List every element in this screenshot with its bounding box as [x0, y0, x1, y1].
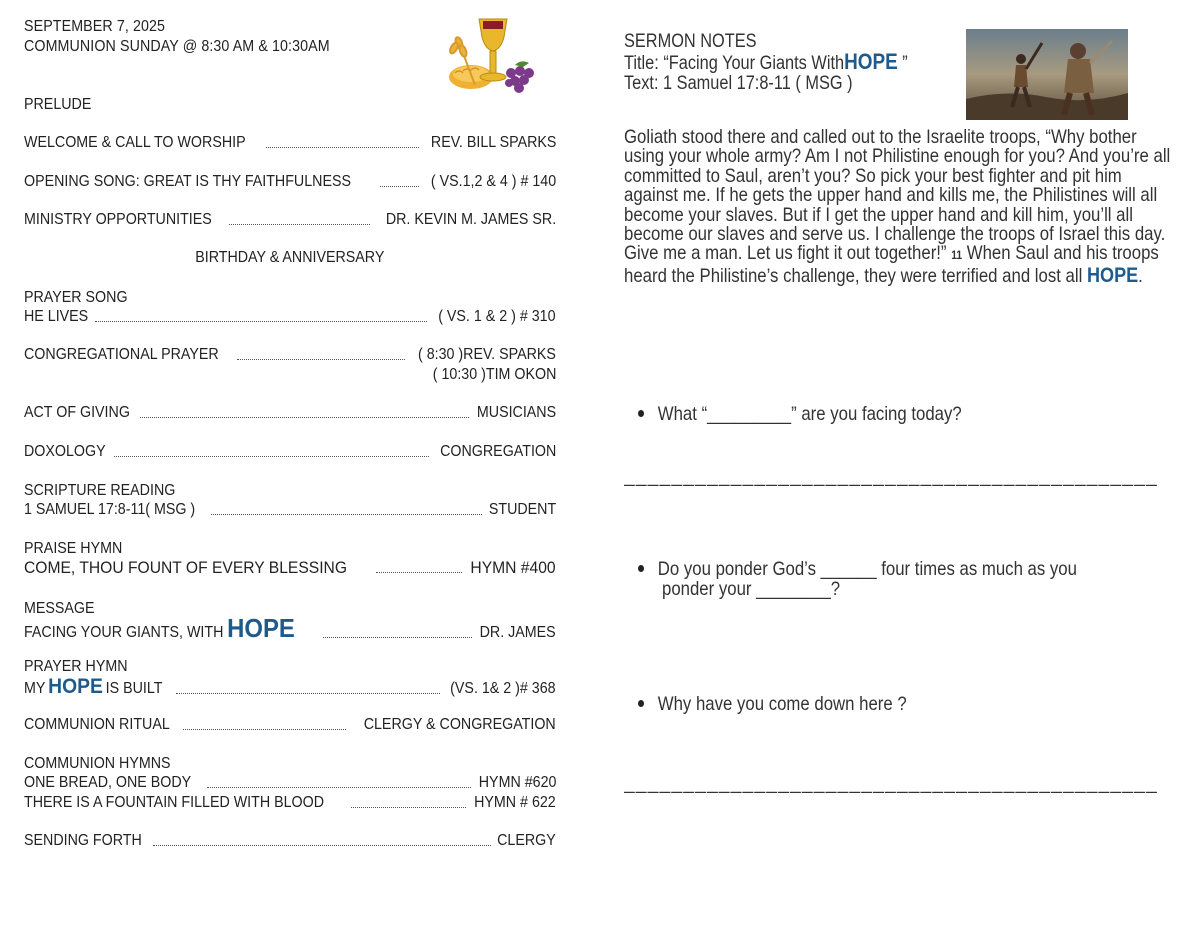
- prayer-hymn-label-pre: MY: [24, 680, 46, 697]
- question-3: [638, 694, 907, 714]
- bullet-icon: [638, 410, 644, 417]
- praise-hymn-row: [24, 558, 556, 577]
- opening-song-hymn: ( VS.1,2 & 4 ) # 140: [430, 173, 556, 190]
- giving-leader: MUSICIANS: [476, 404, 556, 421]
- communion-hymn2-label: THERE IS A FOUNTAIN FILLED WITH BLOOD: [24, 794, 325, 811]
- communion-ritual-row: [24, 715, 556, 734]
- congregational-prayer-leader-830: ( 8:30 )REV. SPARKS: [418, 346, 556, 363]
- praise-hymn-label: COME, THOU FOUNT OF EVERY BLESSING: [24, 558, 348, 577]
- sending-row: [24, 831, 556, 850]
- question-1-text: What “_________” are you facing today?: [657, 403, 962, 425]
- welcome-label: WELCOME & CALL TO WORSHIP: [24, 134, 246, 151]
- communion-hymns-title: COMMUNION HYMNS: [24, 755, 171, 772]
- prelude: PRELUDE: [24, 96, 92, 113]
- communion-ritual-leader: CLERGY & CONGREGATION: [363, 716, 556, 733]
- answer-line-1: _____________________________________________: [624, 466, 1159, 487]
- verse-number: 11: [951, 248, 963, 263]
- ministry-label: MINISTRY OPPORTUNITIES: [24, 211, 212, 228]
- prayer-song-row: [24, 307, 556, 326]
- birthday-label: BIRTHDAY & ANNIVERSARY: [195, 249, 385, 266]
- opening-song-label: OPENING SONG: GREAT IS THY FAITHFULNESS: [24, 173, 352, 190]
- giving-label: ACT OF GIVING: [24, 404, 130, 421]
- praise-hymn-number: HYMN #400: [470, 558, 556, 577]
- praise-hymn-title: PRAISE HYMN: [24, 540, 123, 557]
- question-3-text: Why have you come down here ?: [657, 693, 907, 715]
- scripture-title: SCRIPTURE READING: [24, 482, 176, 499]
- opening-song-row: [24, 172, 556, 191]
- prayer-song-hymn: ( VS. 1 & 2 ) # 310: [438, 308, 556, 325]
- communion-ritual-label: COMMUNION RITUAL: [24, 716, 170, 733]
- passage-end: .: [1138, 264, 1143, 287]
- leader-dots: [380, 186, 418, 187]
- leader-dots: [153, 845, 491, 846]
- leader-dots: [351, 807, 466, 808]
- leader-dots: [207, 787, 471, 788]
- passage-text: Goliath stood there and called out to the Israelite troops, “Why bother using your whole army? Am I not Philistine enough for you? And you’re all committed to Saul, aren’t you? So pick your best fighter and pit him against me. If he gets the upper hand and kills me, the Philistines will all become your slaves. But if I get the upper hand and kill him, you’ll all become our slaves and serve us. I challenge the troops of Israel this day. Give me a man. Let us fight it out together!”: [624, 126, 1171, 265]
- message-preacher: DR. JAMES: [479, 624, 556, 641]
- communion-hymn2-row: [24, 793, 556, 812]
- leader-dots: [376, 572, 462, 573]
- sermon-title-close: ”: [897, 53, 908, 74]
- leader-dots: [176, 693, 441, 694]
- doxology-leader: CONGREGATION: [439, 443, 556, 460]
- prayer-song-title: PRAYER SONG: [24, 289, 128, 306]
- message-title: MESSAGE: [24, 600, 95, 617]
- sermon-heading: SERMON NOTES: [624, 31, 757, 52]
- sermon-header: [624, 32, 908, 94]
- leader-dots: [237, 359, 406, 360]
- birthday-anniversary: [24, 248, 556, 267]
- congregational-prayer-label: CONGREGATIONAL PRAYER: [24, 346, 219, 363]
- communion-hymn1-number: HYMN #620: [478, 774, 556, 791]
- message-label: [24, 613, 299, 643]
- question-1: [638, 404, 962, 424]
- scripture-label: 1 SAMUEL 17:8-11( MSG ): [24, 501, 196, 518]
- hope-word: HOPE: [844, 49, 898, 74]
- sending-label: SENDING FORTH: [24, 832, 142, 849]
- sending-leader: CLERGY: [497, 832, 556, 849]
- ministry-leader: DR. KEVIN M. JAMES SR.: [385, 211, 556, 228]
- leader-dots: [229, 224, 370, 225]
- hope-word: HOPE: [227, 613, 295, 643]
- scripture-row: [24, 500, 556, 519]
- communion-hymn1-row: [24, 773, 556, 792]
- service-time: COMMUNION SUNDAY @ 8:30 AM & 10:30AM: [24, 38, 330, 55]
- leader-dots: [266, 147, 419, 148]
- welcome-leader: REV. BILL SPARKS: [430, 134, 556, 151]
- sermon-title-text: Title: “Facing Your Giants With: [624, 53, 845, 74]
- question-2-cont: ponder your ________?: [662, 578, 841, 600]
- leader-dots: [140, 417, 469, 418]
- welcome-row: [24, 133, 556, 152]
- answer-line-3: _____________________________________________: [624, 773, 1159, 794]
- congregational-prayer-row: [24, 345, 556, 364]
- doxology-row: [24, 442, 556, 461]
- sermon-title: [624, 49, 908, 74]
- passage-text-2: When Saul and his troops heard the Philistine’s challenge, they were terrified and lost all: [624, 242, 1159, 287]
- leader-dots: [211, 514, 482, 515]
- scripture-reader: STUDENT: [488, 501, 556, 518]
- message-row: [24, 613, 556, 643]
- sermon-text-ref: Text: 1 Samuel 17:8-11 ( MSG ): [624, 73, 853, 94]
- leader-dots: [183, 729, 346, 730]
- leader-dots: [95, 321, 428, 322]
- question-2-text: Do you ponder God’s ______ four times as much as you: [657, 558, 1077, 580]
- david-goliath-image: [966, 29, 1128, 120]
- sermon-notes: [600, 0, 1200, 927]
- leader-dots: [114, 456, 429, 457]
- communion-chalice-bread-grapes-icon: [445, 15, 537, 95]
- hope-word: HOPE: [48, 675, 103, 698]
- bullet-icon: [638, 700, 644, 707]
- giving-row: [24, 403, 556, 422]
- scripture-passage: [624, 128, 1174, 286]
- prayer-hymn-title: PRAYER HYMN: [24, 658, 128, 675]
- message-label-text: FACING YOUR GIANTS, WITH: [24, 624, 224, 641]
- question-2: [638, 559, 1077, 579]
- hope-word: HOPE: [1087, 263, 1139, 287]
- communion-hymn1-label: ONE BREAD, ONE BODY: [24, 774, 192, 791]
- service-date: SEPTEMBER 7, 2025: [24, 18, 166, 35]
- leader-dots: [323, 637, 472, 638]
- prayer-song-label: HE LIVES: [24, 308, 89, 325]
- congregational-prayer-leader-1030: ( 10:30 )TIM OKON: [432, 366, 556, 383]
- doxology-label: DOXOLOGY: [24, 443, 106, 460]
- prayer-hymn-number: (VS. 1& 2 )# 368: [450, 680, 556, 697]
- prayer-hymn-row: [24, 677, 556, 698]
- bullet-icon: [638, 565, 644, 572]
- prayer-hymn-label: [24, 677, 162, 698]
- prayer-hymn-label-post: IS BUILT: [105, 680, 163, 697]
- ministry-row: [24, 210, 556, 229]
- communion-hymn2-number: HYMN # 622: [474, 794, 556, 811]
